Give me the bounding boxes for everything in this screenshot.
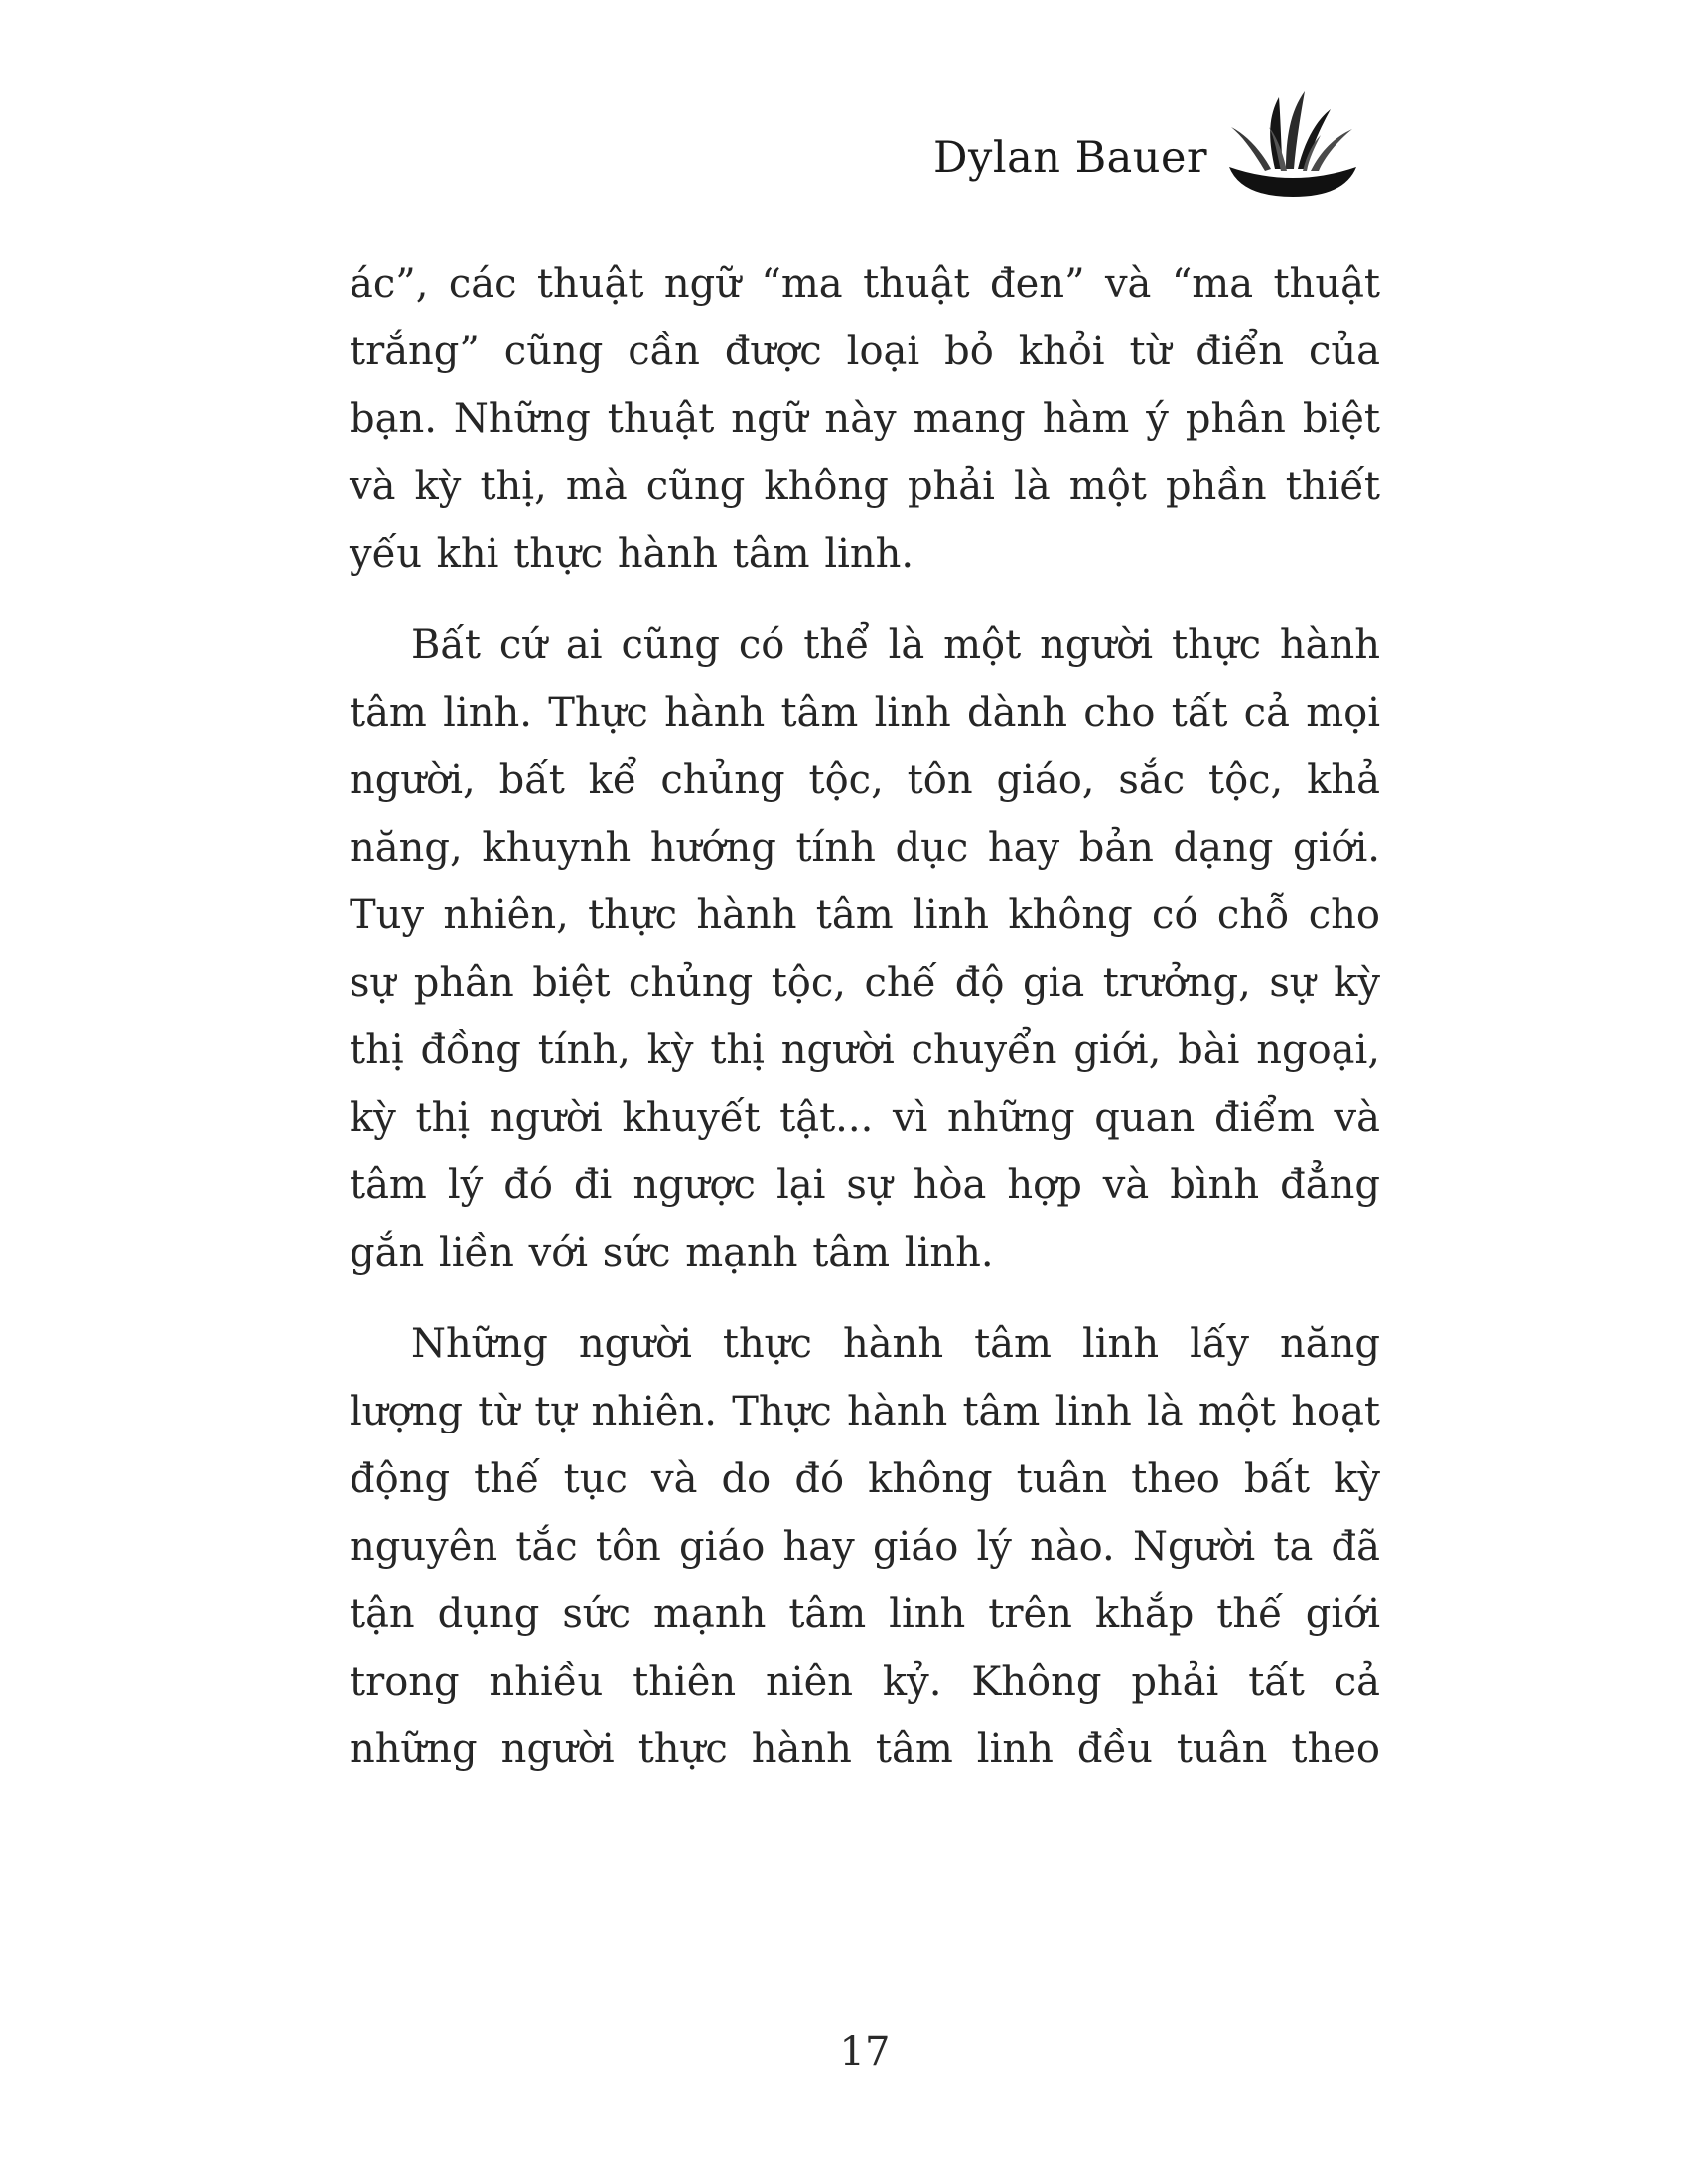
page-body	[350, 250, 1380, 1807]
paragraph: Những người thực hành tâm linh lấy năng lượng từ tự nhiên. Thực hành tâm linh là một hoạt động thế tục và do đó không tuân theo bất kỳ nguyên tắc tôn giáo hay giáo lý nào. Người ta đã tận dụng sức mạnh tâm linh trên khắp thế giới trong nhiều thiên niên kỷ. Không phải tất cả những người thực hành tâm linh đều tuân theo	[350, 1321, 1380, 1772]
page-header	[933, 87, 1362, 199]
paragraph: Bất cứ ai cũng có thể là một người thực hành tâm linh. Thực hành tâm linh dành cho tất cả mọi người, bất kể chủng tộc, tôn giáo, sắc tộc, khả năng, khuynh hướng tính dục hay bản dạng giới. Tuy nhiên, thực hành tâm linh không có chỗ cho sự phân biệt chủng tộc, chế độ gia trưởng, sự kỳ thị đồng tính, kỳ thị người chuyển giới, bài ngoại, kỳ thị người khuyết tật... vì những quan điểm và tâm lý đó đi ngược lại sự hòa hợp và bình đẳng gắn liền với sức mạnh tâm linh.	[350, 622, 1380, 1276]
page-number: 17	[839, 2029, 891, 2075]
paragraph-continuation: ác”, các thuật ngữ “ma thuật đen” và “ma thuật trắng” cũng cần được loại bỏ khỏi từ điển của bạn. Những thuật ngữ này mang hàm ý phân biệt và kỳ thị, mà cũng không phải là một phần thiết yếu khi thực hành tâm linh.	[350, 261, 1380, 577]
leaves-bowl-logo-icon	[1223, 87, 1362, 199]
page-footer	[350, 2029, 1380, 2075]
author-name: Dylan Bauer	[933, 133, 1207, 183]
